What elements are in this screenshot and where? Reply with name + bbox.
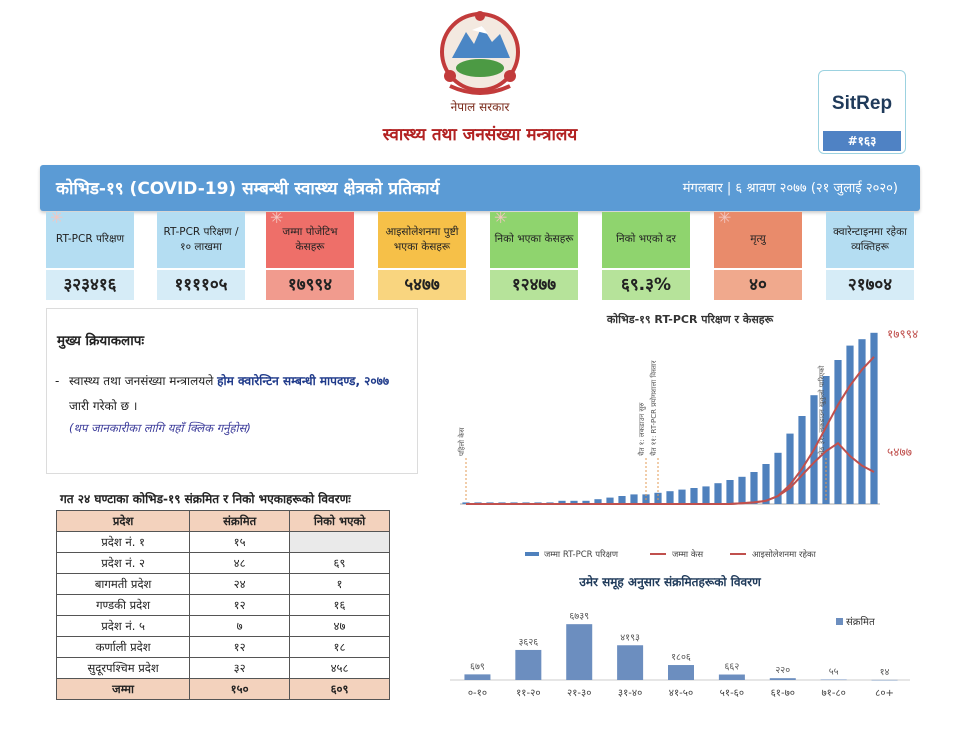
- stat-card-label: निको भएको दर: [602, 212, 690, 268]
- province-table-title: गत २४ घण्टाका कोभिड-१९ संक्रमित र निको भएकाहरूको विवरणः: [60, 492, 351, 506]
- age-bar: [617, 645, 643, 680]
- province-table: [56, 510, 390, 700]
- table-cell: १५०: [190, 679, 290, 700]
- age-category-label: ६१-७०: [770, 688, 795, 699]
- stat-card: [714, 208, 802, 300]
- stat-card-value: ५४७७: [378, 270, 466, 300]
- age-bar-value: १४: [879, 666, 890, 678]
- table-cell: कर्णाली प्रदेश: [57, 637, 190, 658]
- legend-infected: संक्रमित: [846, 617, 875, 628]
- stat-card-label: जम्मा पोजेटिभ केसहरू: [266, 212, 354, 268]
- activities-item: [55, 369, 407, 419]
- stat-card-value: ६९.३%: [602, 270, 690, 300]
- stat-card: [266, 208, 354, 300]
- table-total-row: [57, 679, 390, 700]
- age-bar: [821, 680, 847, 681]
- table-cell: बागमती प्रदेश: [57, 574, 190, 595]
- age-bar-value: २२०: [775, 665, 791, 677]
- annotation-label: पहिलो केस: [458, 427, 466, 456]
- table-cell: ७: [190, 616, 290, 637]
- tests-bar: [846, 346, 853, 504]
- stat-card-label: RT-PCR परिक्षण: [46, 212, 134, 268]
- stat-card-label: RT-PCR परिक्षण /१० लाखमा: [157, 212, 245, 268]
- tests-bar: [690, 488, 697, 504]
- table-cell: [290, 532, 390, 553]
- virus-icon: ✳: [494, 208, 508, 227]
- age-bar: [719, 675, 745, 680]
- stat-card: [826, 212, 914, 300]
- table-cell: १: [290, 574, 390, 595]
- table-row: [57, 574, 390, 595]
- age-group-chart: [440, 572, 920, 740]
- table-cell: १५: [190, 532, 290, 553]
- stat-card: [157, 212, 245, 300]
- table-cell: प्रदेश नं. १: [57, 532, 190, 553]
- table-row: [57, 637, 390, 658]
- age-bar: [872, 680, 898, 681]
- age-bar: [770, 678, 796, 680]
- age-bar-value: ३६२६: [518, 636, 539, 648]
- tests-bar: [834, 360, 841, 504]
- stat-card-value: ११११०५: [157, 270, 245, 300]
- table-cell: ४८: [190, 553, 290, 574]
- age-category-label: ७१-८०: [821, 688, 846, 699]
- tests-bar: [762, 464, 769, 504]
- column-header: संक्रमित: [190, 511, 290, 532]
- legend-tests: जम्मा RT-PCR परिक्षण: [544, 550, 619, 560]
- age-bar-value: ४१९३: [620, 632, 640, 644]
- age-category-label: ११-२०: [516, 688, 541, 699]
- table-cell: १२: [190, 637, 290, 658]
- column-header: प्रदेश: [57, 511, 190, 532]
- age-category-label: ८०+: [875, 688, 894, 699]
- age-bar: [566, 624, 592, 680]
- table-cell: १६: [290, 595, 390, 616]
- isolation-end-label: ५४७७: [887, 445, 912, 459]
- age-category-label: ५१-६०: [719, 688, 745, 699]
- tests-bar: [750, 472, 757, 504]
- age-bar: [668, 665, 694, 680]
- stat-card-value: ४०: [714, 270, 802, 300]
- nepal-emblem-icon: [432, 8, 528, 96]
- table-cell: ४५८: [290, 658, 390, 679]
- stat-card-label: मृत्यु: [714, 212, 802, 268]
- more-info-link[interactable]: (थप जानकारीका लागि यहाँ क्लिक गर्नुहोस): [69, 421, 251, 435]
- stat-card-label: आइसोलेशनमा पुष्टी भएका केसहरू: [378, 212, 466, 268]
- stat-card: [490, 208, 578, 300]
- stat-card-value: १२४७७: [490, 270, 578, 300]
- age-category-label: ०-१०: [467, 688, 488, 699]
- tests-bar: [798, 416, 805, 504]
- age-category-label: ३१-४०: [617, 688, 643, 699]
- tests-bar: [630, 494, 637, 504]
- table-cell: प्रदेश नं. २: [57, 553, 190, 574]
- table-cell: ६०९: [290, 679, 390, 700]
- table-row: [57, 595, 390, 616]
- age-bar: [464, 674, 490, 680]
- title-banner: [40, 165, 920, 211]
- table-cell: गण्डकी प्रदेश: [57, 595, 190, 616]
- table-row: [57, 616, 390, 637]
- stat-card: [46, 208, 134, 300]
- table-cell: ३२: [190, 658, 290, 679]
- annotation-label: जेठ ३१: लकडाउन खुकुलो पारिएको: [818, 365, 826, 456]
- table-cell: २४: [190, 574, 290, 595]
- age-bar-value: १८०६: [671, 652, 691, 664]
- table-cell: १२: [190, 595, 290, 616]
- table-cell: ४७: [290, 616, 390, 637]
- tests-cases-chart: [440, 308, 940, 578]
- table-cell: प्रदेश नं. ५: [57, 616, 190, 637]
- chart1-title: कोभिड-१९ RT-PCR परिक्षण र केसहरू: [606, 313, 774, 326]
- legend-cases: जम्मा केस: [672, 550, 704, 560]
- table-row: [57, 553, 390, 574]
- tests-bar: [714, 483, 721, 504]
- tests-bar: [738, 477, 745, 504]
- age-category-label: २१-३०: [567, 688, 592, 699]
- virus-icon: ✳: [270, 208, 284, 227]
- age-category-label: ४१-५०: [668, 688, 694, 699]
- table-cell: १८: [290, 637, 390, 658]
- tests-bar: [618, 496, 625, 504]
- age-bar: [515, 650, 541, 680]
- activity-text-before: स्वास्थ्य तथा जनसंख्या मन्त्रालयले: [69, 374, 214, 388]
- banner-date: मंगलबार | ६ श्रावण २०७७ (२१ जुलाई २०२०): [682, 181, 898, 196]
- tests-bar: [858, 339, 865, 504]
- age-bar-value: ६७३९: [569, 611, 590, 623]
- legend-isolation: आइसोलेशनमा रहेका: [752, 550, 816, 560]
- sitrep-number: #१६३: [823, 131, 901, 151]
- virus-icon: ✳: [718, 208, 732, 227]
- table-row: [57, 532, 390, 553]
- ministry-name: स्वास्थ्य तथा जनसंख्या मन्त्रालय: [382, 125, 578, 145]
- table-cell: सुदूरपश्चिम प्रदेश: [57, 658, 190, 679]
- table-header-row: [57, 511, 390, 532]
- cases-end-label: १७९९४: [887, 327, 919, 341]
- government-name: नेपाल सरकार: [450, 100, 510, 114]
- bullet-mark: -: [55, 374, 60, 388]
- stat-card: [602, 212, 690, 300]
- tests-bar: [702, 486, 709, 504]
- main-activities-panel: [46, 308, 418, 474]
- stat-card: [378, 212, 466, 300]
- age-bar-value: ५५: [828, 666, 839, 678]
- age-bar-value: ६६२: [724, 661, 740, 673]
- table-row: [57, 658, 390, 679]
- tests-bar: [786, 434, 793, 504]
- tests-bar: [666, 491, 673, 504]
- tests-bar: [678, 490, 685, 504]
- annotation-label: चैत १: लकडाउन सुरु: [638, 402, 646, 456]
- chart2-title: उमेर समूह अनुसार संक्रमितहरूको विवरण: [579, 575, 761, 589]
- tests-bar: [726, 480, 733, 504]
- table-cell: ६९: [290, 553, 390, 574]
- activities-title: मुख्य क्रियाकलापः: [57, 333, 145, 349]
- activity-highlight[interactable]: होम क्वारेन्टिन सम्बन्धी मापदण्ड, २०७७: [217, 374, 390, 388]
- stat-card-label: निको भएका केसहरू: [490, 212, 578, 268]
- stat-card-value: ३२३४१६: [46, 270, 134, 300]
- stat-card-value: १७९९४: [266, 270, 354, 300]
- sitrep-badge: [818, 70, 906, 154]
- annotation-label: चैत ११: RT-PCR प्रयोगशाला विस्तार: [650, 360, 658, 456]
- banner-title: कोभिड-१९ (COVID-19) सम्बन्धी स्वास्थ्य क्षेत्रको प्रतिकार्य: [56, 179, 440, 199]
- stat-card-label: क्वारेन्टाइनमा रहेका व्यक्तिहरू: [826, 212, 914, 268]
- activity-text-after: जारी गरेको छ ।: [69, 399, 138, 413]
- legend-swatch-tests: [525, 552, 539, 556]
- stat-card-value: २१७०४: [826, 270, 914, 300]
- sitrep-title: SitRep: [831, 93, 893, 114]
- column-header: निको भएको: [290, 511, 390, 532]
- legend-swatch-infected: [836, 618, 843, 625]
- virus-icon: ✳: [50, 208, 64, 227]
- table-cell: जम्मा: [57, 679, 190, 700]
- age-bar-value: ६७९: [470, 661, 485, 673]
